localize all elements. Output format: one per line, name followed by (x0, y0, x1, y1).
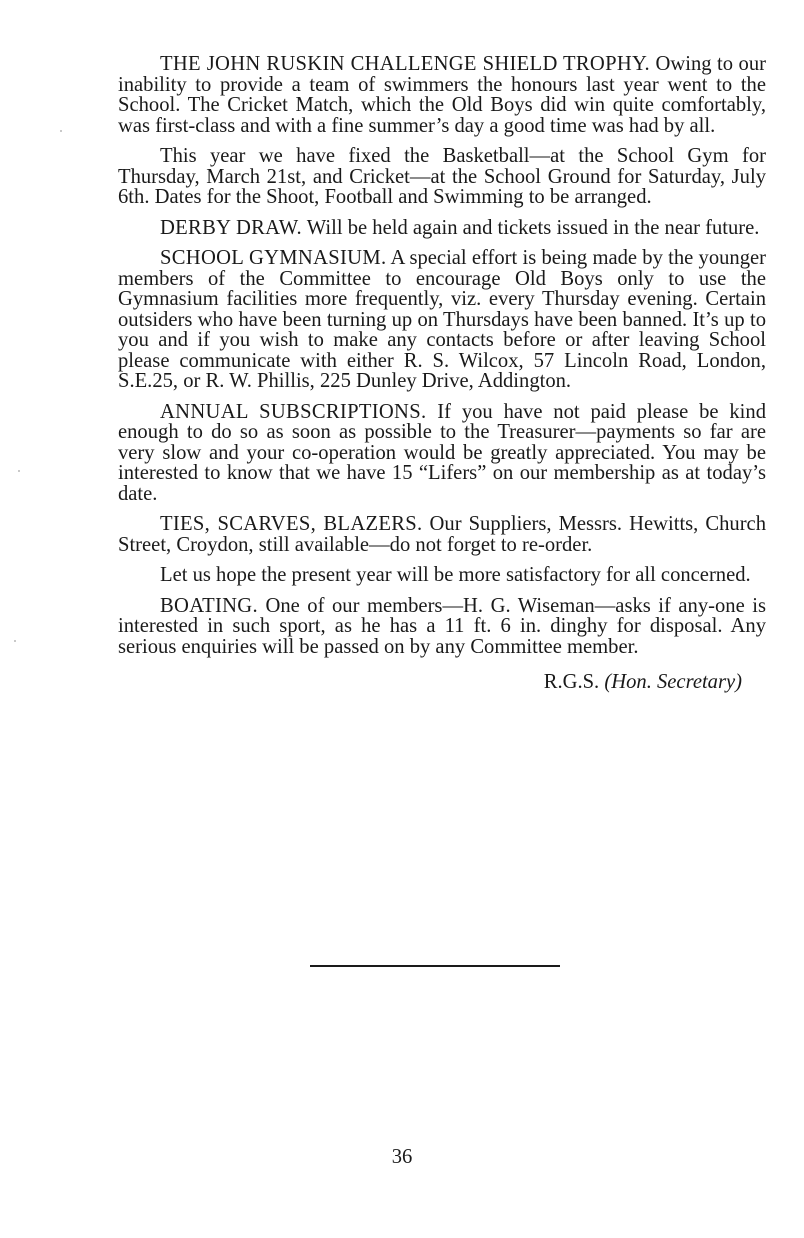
paragraph-text: Owing to our inability to provide a team of swimmers the honours last year went to the School. The Cricket Match, which the Old Boys did win quite comfortably, was first-class and with a fine summer’s day a good time was had by all. (118, 53, 766, 137)
paragraph-text: Our Suppliers, Messrs. Hewitts, Church Street, Croydon, still available—do not forget to re-order. (118, 513, 766, 556)
paragraph-heading: BOATING. (160, 594, 258, 617)
paragraph-heading: TIES, SCARVES, BLAZERS. (160, 513, 423, 535)
signature (118, 671, 766, 693)
paragraph-ties-scarves-blazers (118, 514, 766, 555)
paragraph-text: Will be held again and tickets issued in the near future. (302, 216, 760, 239)
paragraph-boating (118, 596, 766, 658)
paragraph-heading: DERBY DRAW. (160, 216, 303, 239)
paragraph-fixtures (118, 146, 766, 208)
signature-initials: R.G.S. (543, 671, 600, 693)
paragraph-text: This year we have fixed the Basketball—at the School Gym for Thursday, March 21st, and Cricket—at the School Ground for Saturday, July 6th. Dates for the Shoot, Football and Swimming to be arranged. (118, 145, 766, 208)
page-number: 36 (391, 1146, 413, 1168)
paragraph-derby-draw (118, 218, 766, 239)
paragraph-text: If you have not paid please be kind enough to do so as soon as possible to the Treasurer—payments so far are very slow and your co-operation would be greatly appreciated. You may be interested to know that we have 15 “Lifers” on our membership as at today’s date. (118, 400, 766, 505)
scan-speck (60, 130, 62, 132)
paragraph-text: One of our members—H. G. Wiseman—asks if any-one is interested in such sport, as he has a 11 ft. 6 in. dinghy for disposal. Any serious enquiries will be passed on by any Committee member. (118, 594, 766, 658)
paragraph-heading: THE JOHN RUSKIN CHALLENGE SHIELD TROPHY. (160, 53, 650, 75)
paragraph-closing-hope (118, 565, 766, 586)
paragraph-ruskin-shield (118, 54, 766, 136)
signature-role: (Hon. Secretary) (604, 671, 742, 693)
paragraph-annual-subscriptions (118, 402, 766, 505)
paragraph-school-gymnasium (118, 248, 766, 392)
scan-speck (18, 470, 20, 472)
section-divider-rule (310, 965, 560, 967)
paragraph-heading: SCHOOL GYMNASIUM. (160, 247, 387, 269)
page-body (118, 54, 766, 693)
paragraph-heading: ANNUAL SUBSCRIPTIONS. (160, 400, 427, 423)
scan-speck (14, 640, 16, 642)
paragraph-text: A special effort is being made by the younger members of the Committee to encourage Old Boys only to use the Gymnasium facilities more frequently, viz. every Thursday evening. Certain outsiders who have been turning up on Thursdays have been banned. It’s up to you and if you wish to make any contacts before or after leaving School please communicate with either R. S. Wilcox, 57 Lincoln Road, London, S.E.25, or R. W. Phillis, 225 Dunley Drive, Addington. (118, 247, 766, 392)
paragraph-text: Let us hope the present year will be more satisfactory for all concerned. (160, 564, 751, 586)
